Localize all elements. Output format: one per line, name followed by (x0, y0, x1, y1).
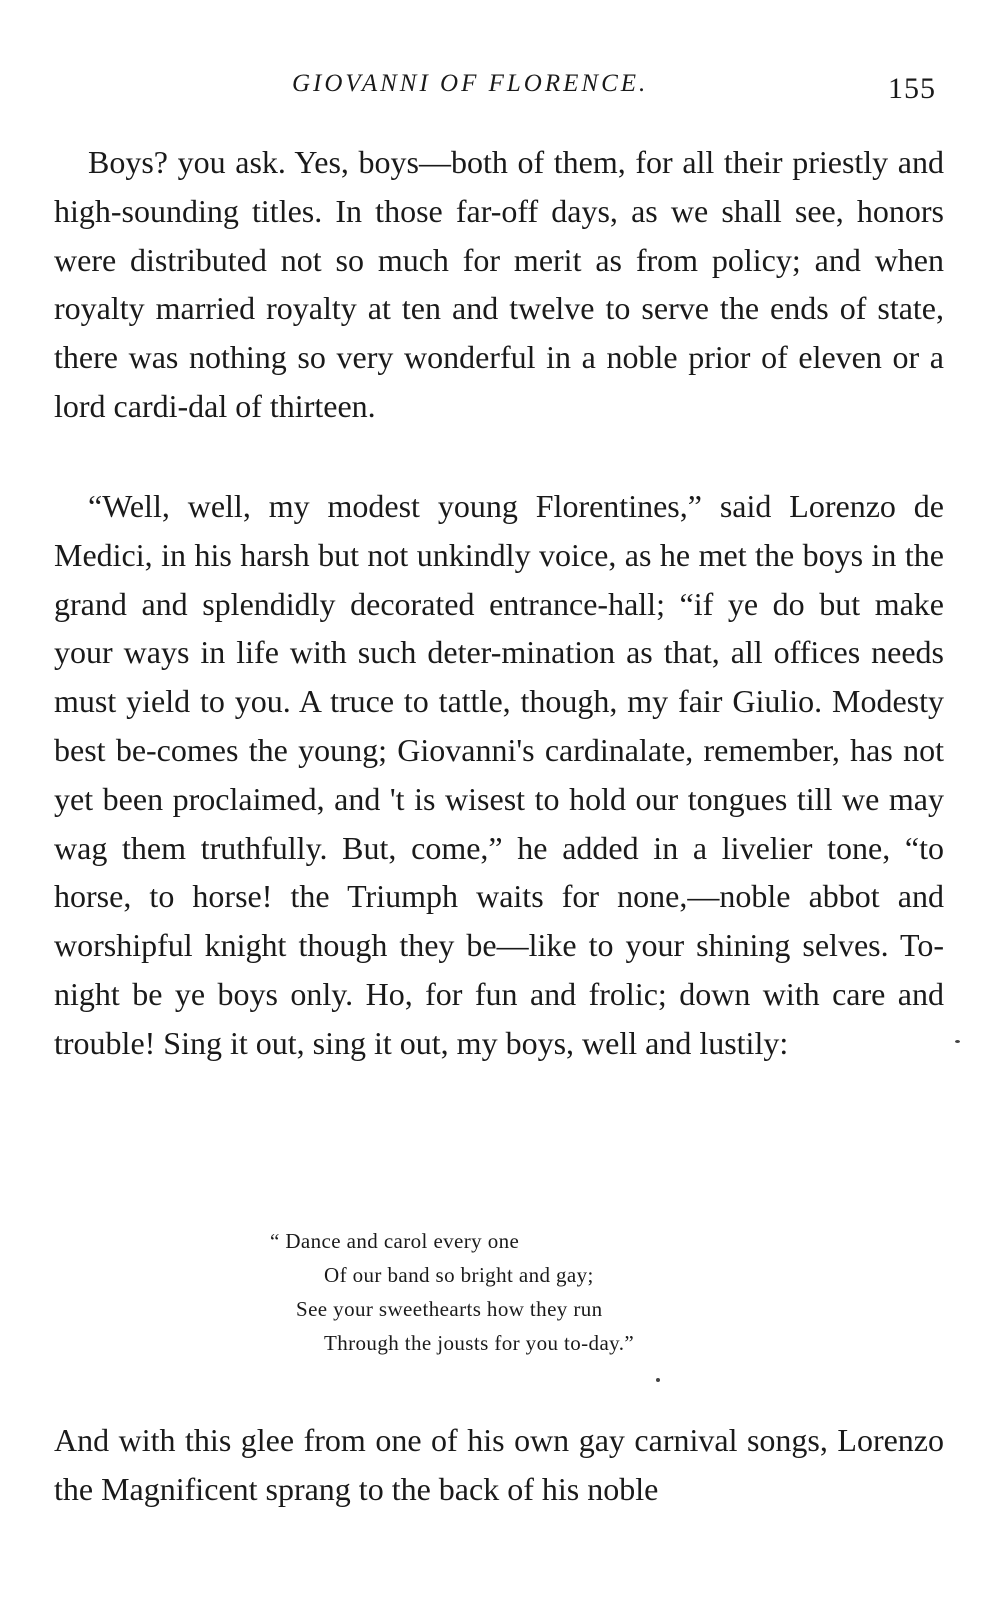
poem-line: Through the jousts for you to-day.” (324, 1331, 635, 1355)
page-number: 155 (888, 72, 936, 105)
paragraph-boys (54, 138, 944, 431)
poem-line: Of our band so bright and gay; (324, 1263, 594, 1287)
print-speck (656, 1378, 660, 1382)
poem-line: “ Dance and carol every one (270, 1229, 520, 1253)
paragraph-text: “Well, well, my modest young Florentines,” said Lorenzo de Medici, in his harsh but not unkindly voice, as he met the boys in the grand and splendidly decorated entrance-hall; “if ye do but make your ways in life with such deter-mination as that, all offices needs must yield to you. A truce to tattle, though, my fair Giulio. Modesty best be-comes the young; Giovanni's cardinalate, remember, has not yet been proclaimed, and 't is wisest to hold our tongues till we may wag them truthfully. But, come,” he added in a livelier tone, “to horse, to horse! the Triumph waits for none,—noble abbot and worshipful knight though they be—like to your shining selves. To-night be ye boys only. Ho, for fun and frolic; down with care and trouble! Sing it out, sing it out, my boys, well and lustily: (54, 488, 944, 1061)
paragraph-text: And with this glee from one of his own gay carnival songs, Lorenzo the Magnificent sprang to the back of his noble (54, 1422, 944, 1507)
running-title: GIOVANNI OF FLORENCE. (292, 70, 649, 97)
paragraph-lorenzo-speech (54, 482, 944, 1068)
poem-line: See your sweethearts how they run (296, 1297, 603, 1321)
paragraph-text: Boys? you ask. Yes, boys—both of them, for all their priestly and high-sounding titles. In those far-off days, as we shall see, honors were distributed not so much for merit as from policy; and when royalty married royalty at ten and twelve to serve the ends of state, there was nothing so very wonderful in a noble prior of eleven or a lord cardi-dal of thirteen. (54, 144, 944, 424)
running-head (0, 68, 1006, 108)
poem-quotation (270, 1224, 790, 1360)
paragraph-glee (54, 1416, 944, 1514)
print-speck (955, 1040, 960, 1043)
